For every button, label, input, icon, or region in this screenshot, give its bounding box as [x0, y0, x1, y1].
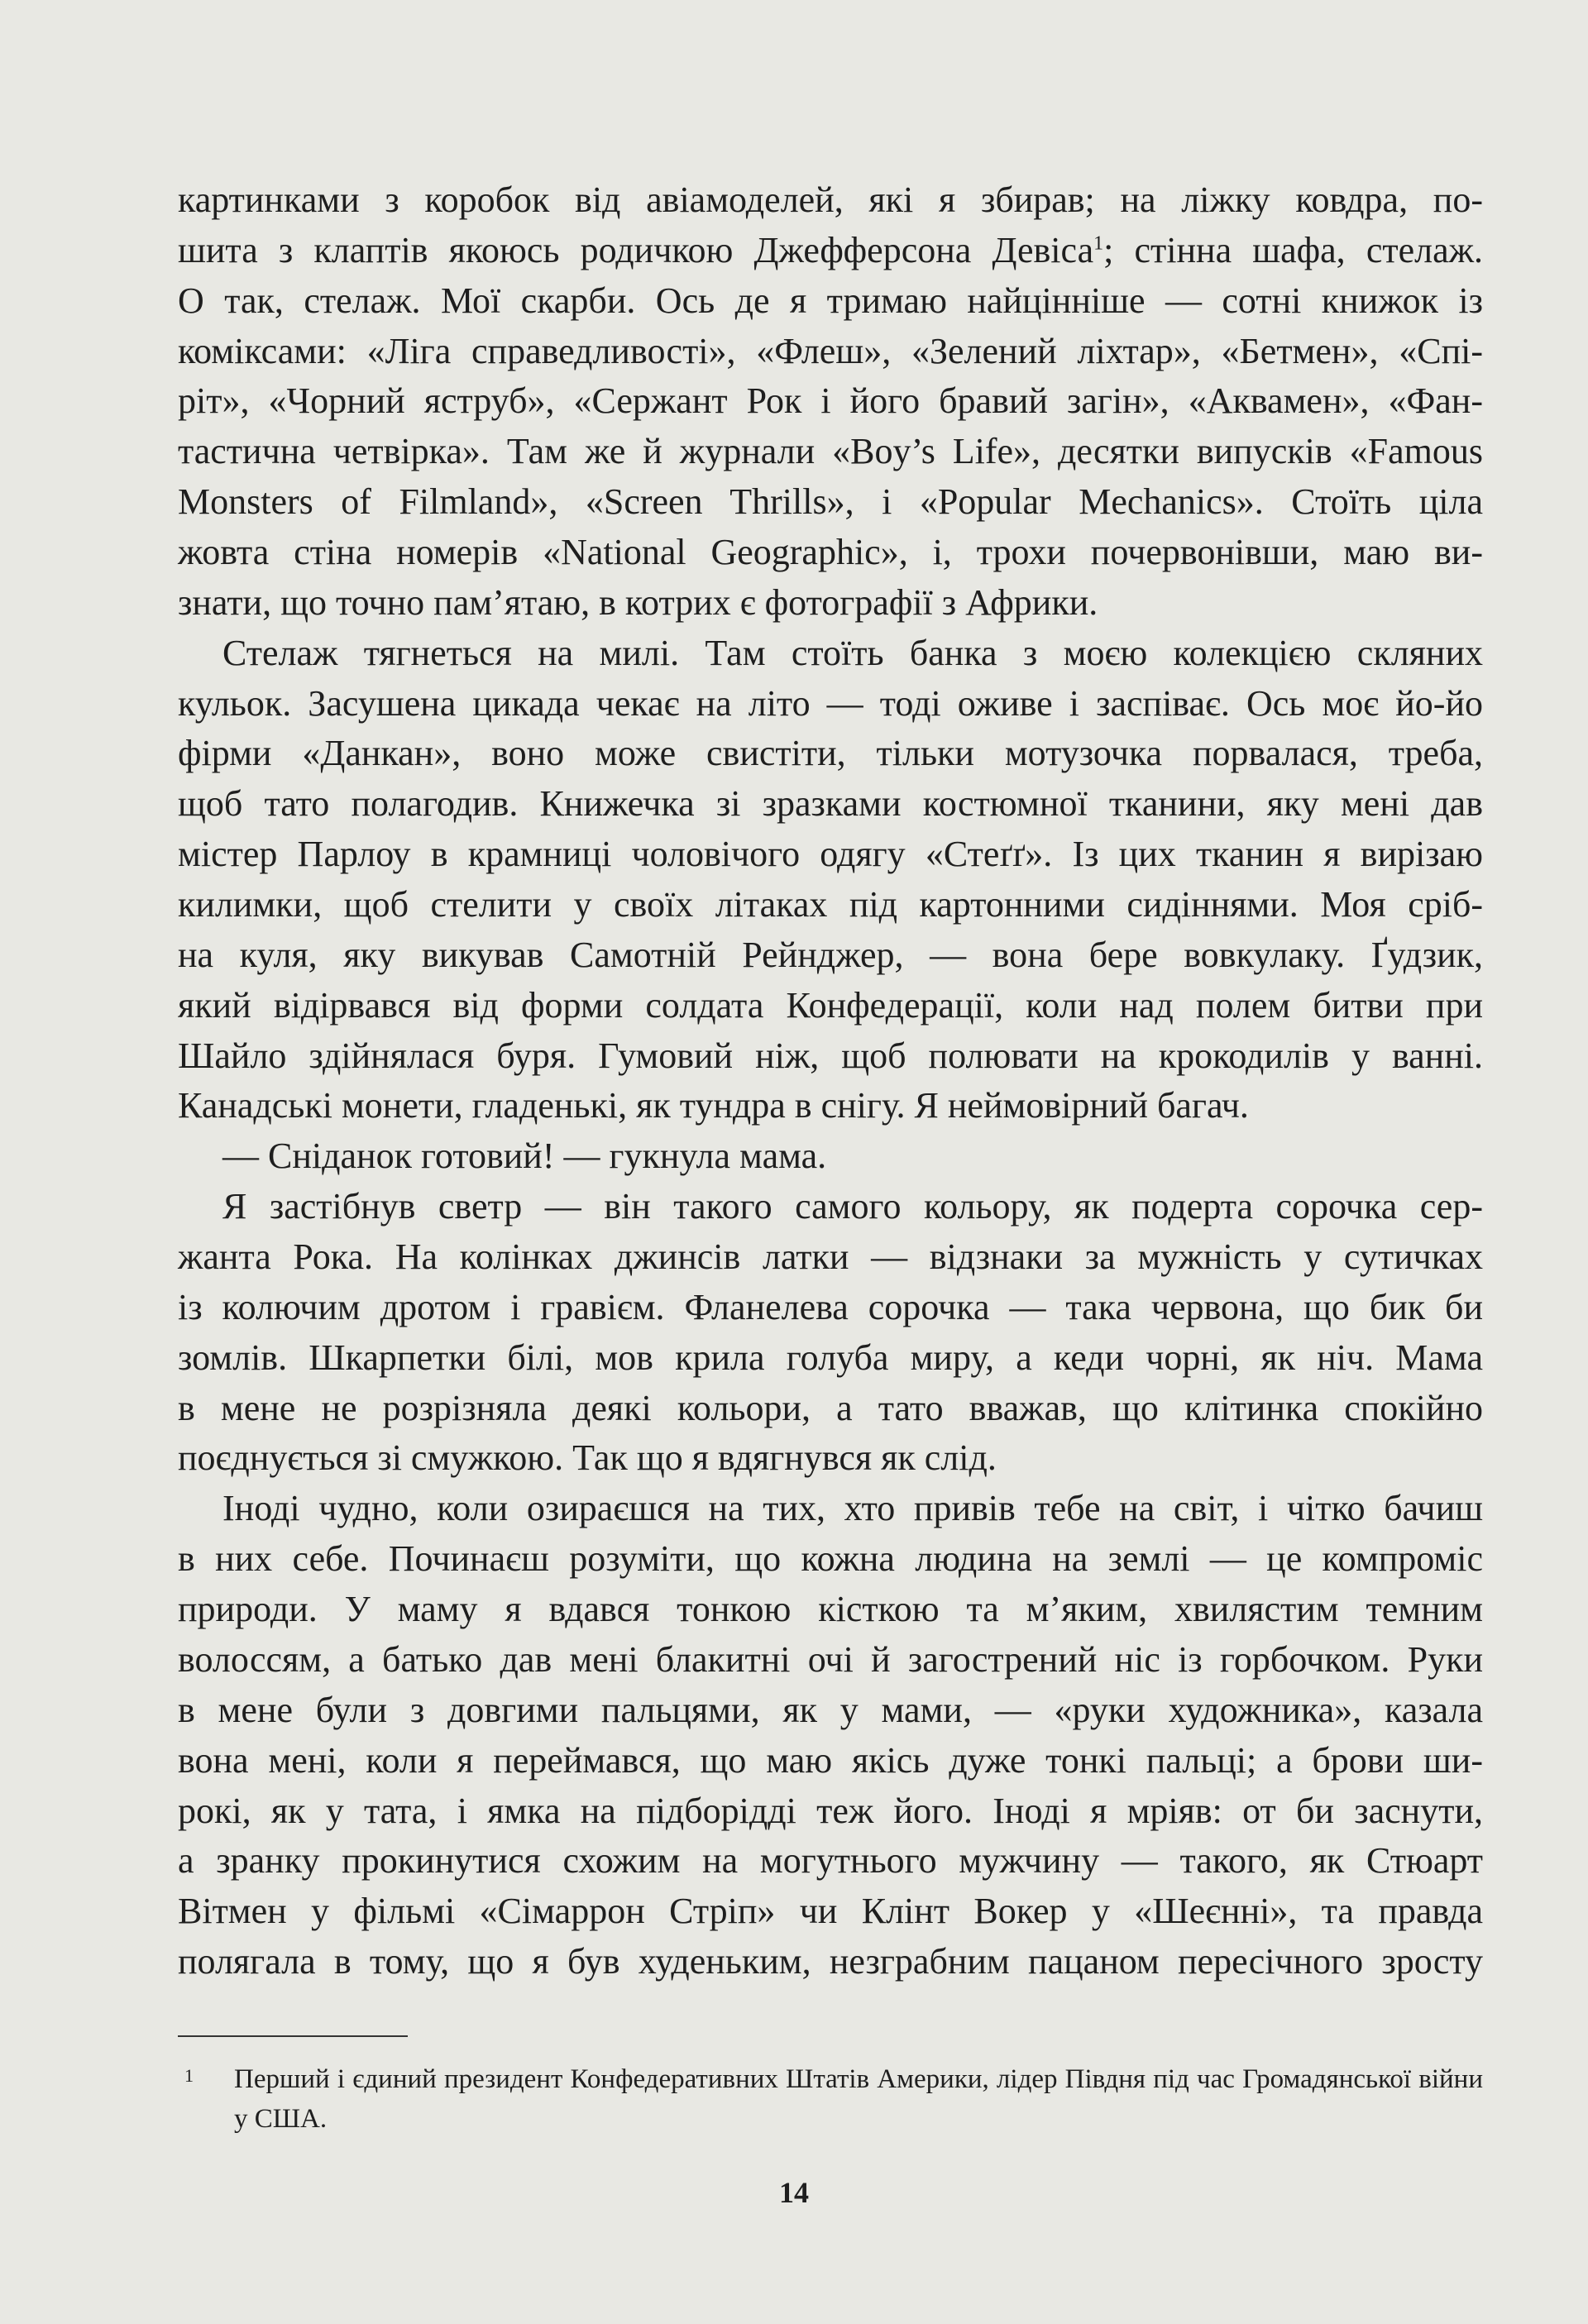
- footnote-ref: 1: [1093, 232, 1104, 255]
- text-line: Вітмен у фільмі «Сімаррон Стріп» чи Клінт Вокер у «Шеєнні», та правда: [178, 1891, 1483, 1932]
- text-line: Monsters of Filmland», «Screen Thrills», і «Popular Mechanics». Стоїть ціла: [178, 481, 1483, 523]
- footnote-divider: [178, 2035, 408, 2037]
- body-text: [178, 175, 1483, 1987]
- footnote-text: Перший і єдиний президент Конфедеративних Штатів Америки, лідер Півдня під час Громадянської війни у США.: [234, 2064, 1483, 2134]
- text-line: коміксами: «Ліга справедливості», «Флеш», «Зелений ліхтар», «Бетмен», «Спі-: [178, 330, 1483, 371]
- text-line: вона мені, коли я переймався, що маю якісь дуже тонкі пальці; а брови ши-: [178, 1739, 1483, 1781]
- text-line: який відірвався від форми солдата Конфедерації, коли над полем битви при: [178, 984, 1483, 1026]
- text-line: зомлів. Шкарпетки білі, мов крила голуба миру, а кеди чорні, як ніч. Мама: [178, 1337, 1483, 1378]
- text-line: на куля, яку викував Самотній Рейнджер, — вона бере вовкулаку. Ґудзик,: [178, 934, 1483, 975]
- paragraph: [178, 1131, 1483, 1182]
- text-line: жанта Рока. На колінках джинсів латки — відзнаки за мужність у сутичках: [178, 1236, 1483, 1278]
- text-line: Шайло здійнялася буря. Гумовий ніж, щоб полювати на крокодилів у ванні.: [178, 1035, 1483, 1076]
- text-line: кульок. Засушена цикада чекає на літо — тоді оживе і заспіває. Ось моє йо-йо: [178, 682, 1483, 724]
- paragraph: [178, 1484, 1483, 1987]
- text-line: жовта стіна номерів «National Geographic», і, трохи почервонівши, маю ви-: [178, 532, 1483, 573]
- text-line: О так, стелаж. Мої скарби. Ось де я тримаю найцінніше — сотні книжок із: [178, 280, 1483, 321]
- text-line: шита з клаптів якоюсь родичкою Джефферсона Девіса$^1$; стінна шафа, стелаж.: [178, 229, 1483, 270]
- text-line: рокі, як у тата, і ямка на підборідді теж його. Іноді я мріяв: от би заснути,: [178, 1790, 1483, 1831]
- page-number: 14: [779, 2176, 809, 2209]
- text-line: поєднується зі смужкою. Так що я вдягнувся як слід.: [178, 1437, 997, 1479]
- text-line: природи. У маму я вдався тонкою кісткою та м’яким, хвилястим темним: [178, 1589, 1483, 1630]
- text-line: а зранку прокинутися схожим на могутнього мужчину — такого, як Стюарт: [178, 1840, 1483, 1882]
- text-line: знати, що точно пам’ятаю, в котрих є фотографії з Африки.: [178, 581, 1098, 623]
- footnote-marker: 1: [184, 2065, 194, 2086]
- text-line: містер Парлоу в крамниці чоловічого одягу «Стеґґ». Із цих тканин я вирізаю: [178, 834, 1483, 875]
- paragraph: [178, 629, 1483, 1132]
- text-line: картинками з коробок від авіамоделей, які я збирав; на ліжку ковдра, по-: [178, 179, 1483, 220]
- text-line: тастична четвірка». Там же й журнали «Boy’s Life», десятки випусків «Famous: [178, 431, 1483, 472]
- text-line: в мене не розрізняла деякі кольори, а тато вважав, що клітинка спокійно: [178, 1387, 1483, 1428]
- text-line: — Сніданок готовий! — гукнула мама.: [222, 1136, 827, 1177]
- text-line: килимки, щоб стелити у своїх літаках під картонними сидіннями. Моя сріб-: [178, 884, 1483, 925]
- text-line: в мене були з довгими пальцями, як у мами, — «руки художника», казала: [178, 1689, 1483, 1730]
- text-line: Іноді чудно, коли озираєшся на тих, хто привів тебе на світ, і чітко бачиш: [222, 1488, 1483, 1529]
- text-line: Стелаж тягнеться на милі. Там стоїть банка з моєю колекцією скляних: [222, 632, 1483, 673]
- paragraph: [178, 175, 1483, 629]
- text-line: полягала в тому, що я був худеньким, незграбним пацаном пересічного зросту: [178, 1941, 1483, 1982]
- text-line: щоб тато полагодив. Книжечка зі зразками костюмної тканини, яку мені дав: [178, 783, 1483, 825]
- text-line: в них себе. Починаєш розуміти, що кожна людина на землі — це компроміс: [178, 1538, 1483, 1580]
- text-line: ріт», «Чорний яструб», «Сержант Рок і його бравий загін», «Аквамен», «Фан-: [178, 380, 1483, 422]
- footnote: [178, 2059, 1483, 2139]
- text-line: волоссям, а батько дав мені блакитні очі й загострений ніс із горбочком. Руки: [178, 1638, 1483, 1680]
- text-line: із колючим дротом і гравієм. Фланелева сорочка — така червона, що бик би: [178, 1286, 1483, 1327]
- text-line: фірми «Данкан», воно може свистіти, тільки мотузочка порвалася, треба,: [178, 733, 1483, 774]
- text-line: Я застібнув светр — він такого самого кольору, як подерта сорочка сер-: [222, 1186, 1483, 1227]
- paragraph: [178, 1182, 1483, 1484]
- text-line: Канадські монети, гладенькі, як тундра в снігу. Я неймовірний багач.: [178, 1085, 1249, 1126]
